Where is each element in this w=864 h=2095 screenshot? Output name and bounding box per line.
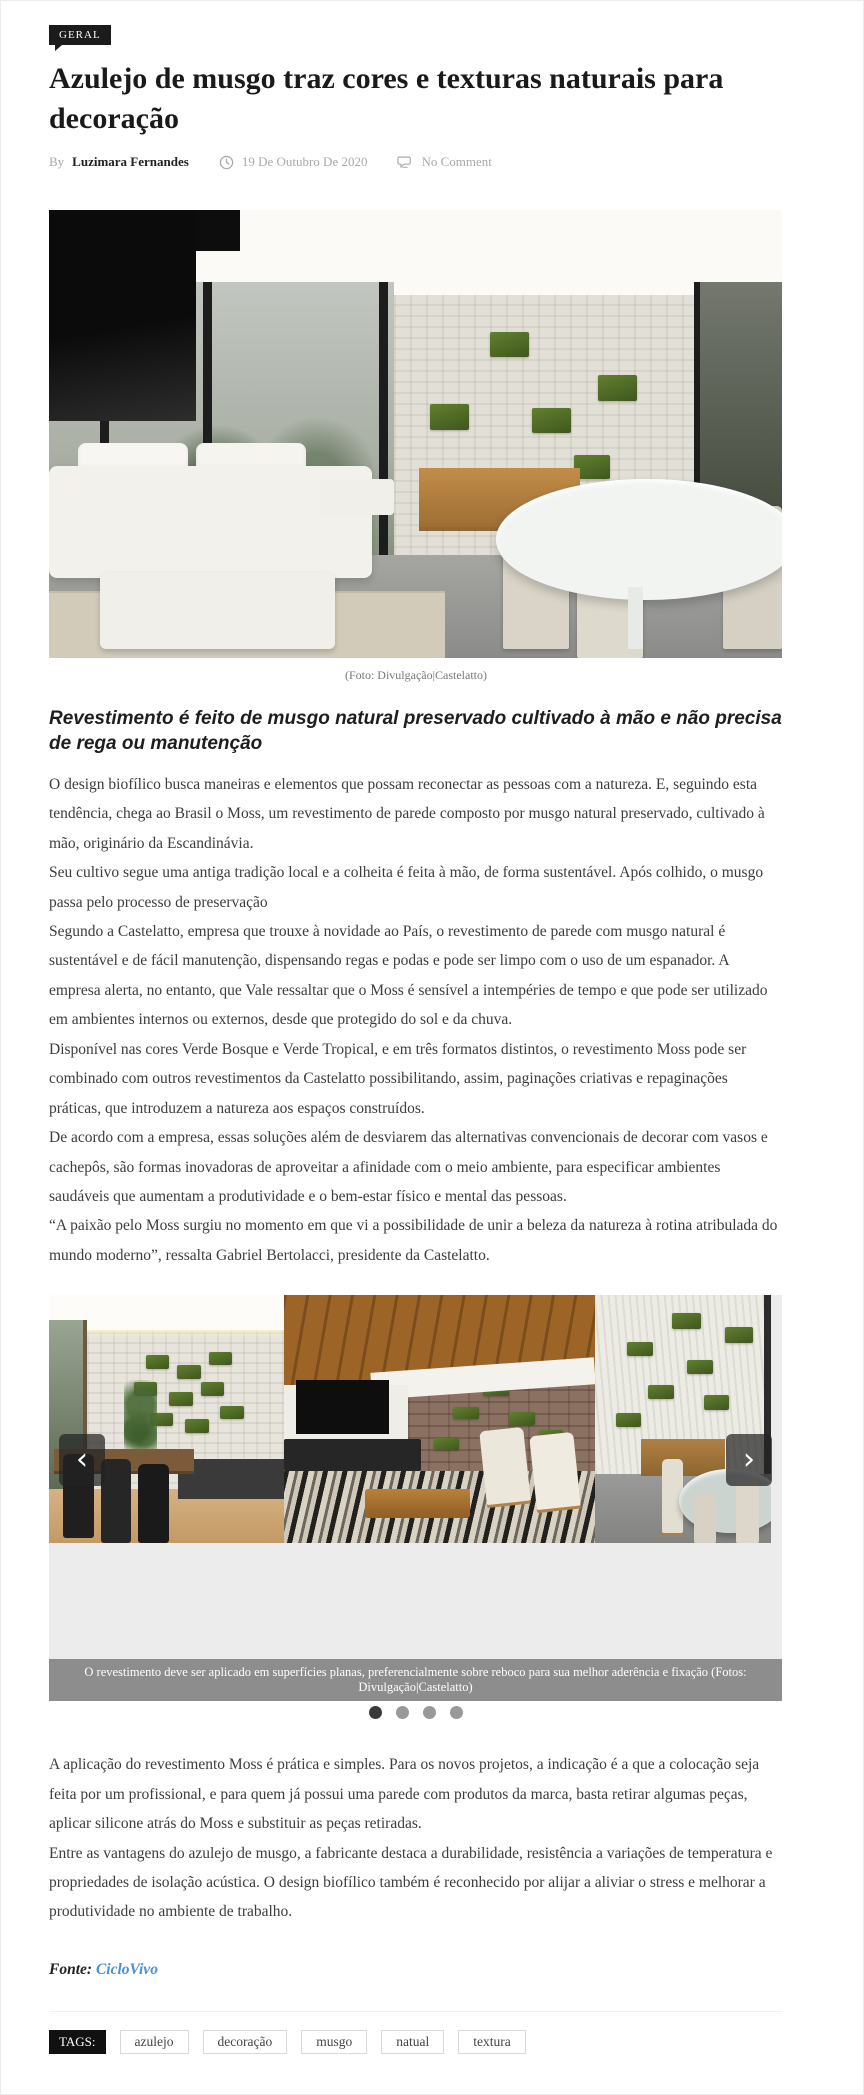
- tag-azulejo[interactable]: azulejo: [120, 2030, 189, 2054]
- living-armchair: [479, 1427, 530, 1506]
- paragraph: A aplicação do revestimento Moss é prática e simples. Para os novos projetos, a indicação é a que a colocação seja feita por um profissional, e para quem já possui uma parede com produtos da marca, basta retirar algumas peças, aplicar silicone atrás do Moss e substituir as peças retiradas.: [49, 1756, 760, 1833]
- paragraph: Seu cultivo segue uma antiga tradição local e a colheita é feita à mão, de forma sustentável. Após colhido, o musgo passa pelo processo de preservação: [49, 864, 764, 911]
- carousel-prev-button[interactable]: ‹: [59, 1434, 105, 1486]
- moss-tile: [627, 1342, 653, 1356]
- hero-dining-table: [496, 479, 782, 600]
- moss-tile: [532, 408, 571, 433]
- photo-credit: (Foto: Divulgação|Castelatto): [344, 668, 488, 683]
- source-label: Fonte:: [49, 1960, 93, 1978]
- office-chair: [138, 1464, 168, 1543]
- paragraph: Segundo a Castelatto, empresa que trouxe à novidade ao País, o revestimento de parede com musgo natural é sustentável e de fácil manutenção, dispensando regas e podas e pode ser limpo com o uso de um espanador. A empresa alerta, no entanto, que Vale ressaltar que o Moss é sensível a intempéries de tempo e que pode ser utilizado em ambientes internos ou externos, desde que protegido do sol e da chuva.: [49, 923, 768, 1029]
- byline: [49, 154, 783, 170]
- publish-date: 19 De Outubro De 2020: [241, 154, 368, 170]
- living-coffee-table: [365, 1489, 471, 1519]
- hero-image: [49, 210, 782, 658]
- page-title: Azulejo de musgo traz cores e texturas naturais para decoração: [49, 62, 724, 135]
- carousel-dot-2[interactable]: [396, 1706, 409, 1719]
- clock-icon: [219, 155, 234, 170]
- moss-tile: [220, 1406, 244, 1419]
- moss-tile: [185, 1419, 209, 1432]
- office-chair: [101, 1459, 131, 1543]
- paragraph: “A paixão pelo Moss surgiu no momento em que vi a possibilidade de unir a beleza da natureza à rotina atribulada do mundo moderno”, ressalta Gabriel Bertolacci, presidente da Castelatto.: [49, 1217, 778, 1264]
- hero-tv-panel: [49, 210, 196, 421]
- moss-tile: [704, 1395, 729, 1409]
- source-line: [49, 1961, 783, 1979]
- tags-row: [49, 2011, 783, 2054]
- dining-chair: [694, 1494, 717, 1544]
- moss-tile: [616, 1413, 641, 1427]
- paragraph: Entre as vantagens do azulejo de musgo, a fabricante destaca a durabilidade, resistência a variações de temperatura e propriedades de isolação acústica. O design biofílico também é reconhecido por alijar a aliviar o stress e melhorar a produtividade no ambiente de trabalho.: [49, 1844, 773, 1921]
- paragraph: Disponível nas cores Verde Bosque e Verde Tropical, e em três formatos distintos, o revestimento Moss pode ser combinado com outros revestimentos da Castelatto possibilitando, assim, paginações criativas e repaginações práticas, que introduzem a natureza aos espaços construídos.: [49, 1040, 747, 1117]
- carousel-slide-living-room: [284, 1295, 596, 1543]
- paragraph: De acordo com a empresa, essas soluções além de desviarem das alternativas convencionais de decorar com vasos e cachepôs, são formas inovadoras de aproveitar a afinidade com o meio ambiente, para especificar ambientes saudáveis que aumentam a produtividade e o bem-estar físico e mental das pessoas.: [49, 1129, 768, 1205]
- article-body: [49, 770, 783, 1270]
- author-link[interactable]: Luzimara Fernandes: [72, 154, 189, 170]
- hero-ottoman: [100, 573, 335, 649]
- paragraph: O design biofílico busca maneiras e elementos que possam reconectar as pessoas com a natureza. E, seguindo esta tendência, chega ao Brasil o Moss, um revestimento de parede composto por musgo natural preservado, cultivado à mão, originário da Escandinávia.: [49, 775, 765, 852]
- carousel-next-button[interactable]: ›: [726, 1434, 772, 1486]
- moss-tile: [725, 1327, 753, 1343]
- carousel-dot-3[interactable]: [423, 1706, 436, 1719]
- moss-tile: [598, 375, 637, 400]
- dining-chair: [736, 1479, 759, 1543]
- tag-natual[interactable]: natual: [381, 2030, 444, 2054]
- comments-link[interactable]: No Comment: [421, 154, 492, 170]
- article-subtitle: Revestimento é feito de musgo natural preservado cultivado à mão e não precisa de rega ou manutenção: [49, 708, 782, 754]
- carousel-dot-1[interactable]: [369, 1706, 382, 1719]
- moss-tile: [209, 1352, 233, 1365]
- living-tv: [296, 1380, 389, 1435]
- hero-sofa-arm: [320, 479, 393, 515]
- carousel-background: [49, 1543, 782, 1659]
- moss-tile: [687, 1360, 713, 1374]
- moss-tile: [672, 1313, 700, 1329]
- tag-decoracao[interactable]: decoração: [203, 2030, 288, 2054]
- moss-tile: [434, 1438, 458, 1450]
- moss-tile: [201, 1382, 225, 1395]
- carousel-dot-4[interactable]: [450, 1706, 463, 1719]
- carousel-caption: O revestimento deve ser aplicado em superfícies planas, preferencialmente sobre reboco para sua melhor aderência e fixação (Fotos: Divulgação|Castelatto): [49, 1659, 782, 1701]
- image-carousel: [49, 1295, 782, 1701]
- moss-tile: [146, 1355, 170, 1368]
- category-badge[interactable]: [49, 25, 111, 45]
- source-link[interactable]: CicloVivo: [95, 1960, 158, 1978]
- moss-tile: [177, 1365, 201, 1378]
- living-armchair: [529, 1432, 580, 1511]
- moss-tile: [169, 1392, 193, 1405]
- moss-tile: [509, 1412, 535, 1425]
- moss-tile: [453, 1407, 479, 1420]
- carousel-dots: [49, 1706, 783, 1724]
- moss-tile: [490, 332, 529, 357]
- article-body-continued: [49, 1750, 783, 1927]
- tag-textura[interactable]: textura: [458, 2030, 525, 2054]
- hero-table-leg: [628, 587, 643, 650]
- moss-tile: [430, 404, 469, 429]
- by-label: By: [49, 154, 65, 170]
- living-credenza: [284, 1439, 421, 1471]
- carousel-slide-dining: [595, 1295, 771, 1543]
- category-label: GERAL: [59, 29, 101, 41]
- tags-label: TAGS:: [49, 2030, 106, 2054]
- comment-icon: [397, 155, 413, 169]
- moss-tile: [648, 1385, 674, 1399]
- carousel-slides: [49, 1295, 782, 1543]
- carousel-slide-office: [49, 1295, 284, 1543]
- tag-musgo[interactable]: musgo: [301, 2030, 367, 2054]
